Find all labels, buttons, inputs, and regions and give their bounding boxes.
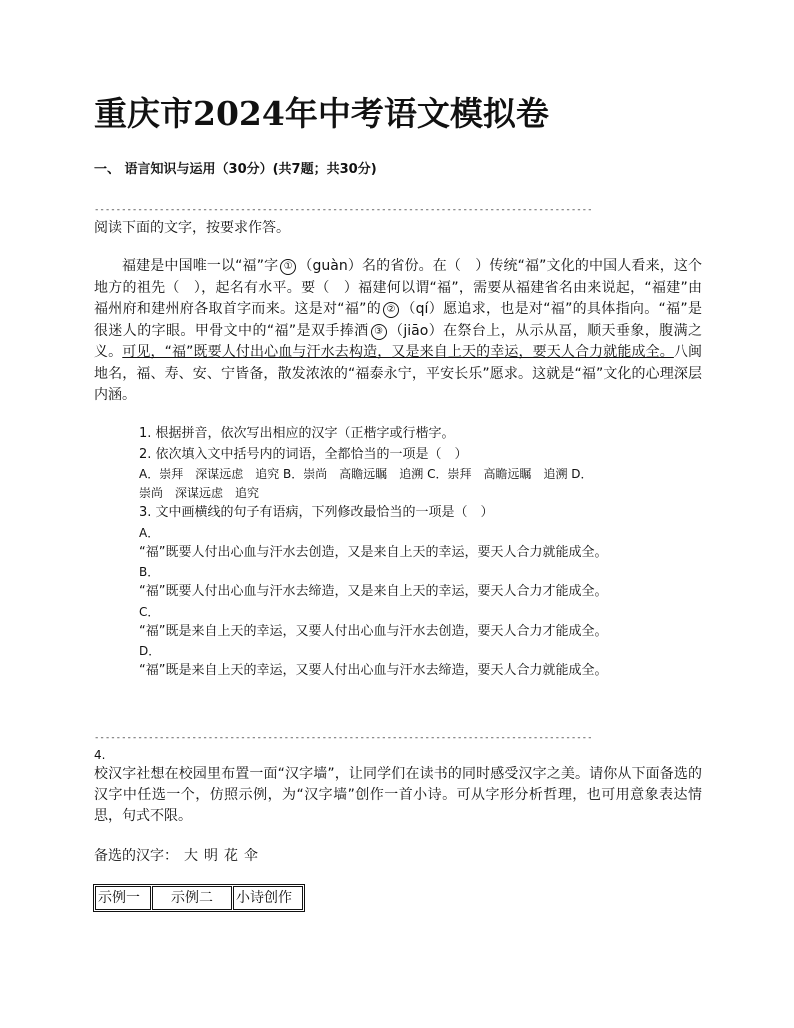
- option-c-label: C．: [139, 604, 160, 619]
- candidate-characters-label: 备选的汉字：: [94, 848, 178, 864]
- question-list: [139, 424, 709, 682]
- table-row: [95, 886, 303, 910]
- passage-text: （qí）愿追求，也是对“福”的具体指向。“福”是很迷人的字眼。甲骨文中的“福”是双手捧酒: [94, 301, 702, 339]
- passage-text: （guàn）名的省份。在（ ）传统“福”文化的中国人看来，这个地方的祖先（ ），起名有水平。要（ ）福建何以谓“福”，需要从福建省名由来说起，“福建”由福州府和建州府各取首字而来。这是对“福”的: [94, 258, 703, 317]
- reading-passage: [94, 256, 702, 407]
- blank-2-number: ②: [383, 302, 399, 318]
- option-b-text: “福”既要人付出心血与汗水去缔造，又是来自上天的幸运，要天人合力才能成全。: [139, 584, 608, 599]
- page-title: 重庆市2024年中考语文模拟卷: [94, 94, 549, 133]
- option-c-text: “福”既是来自上天的幸运，又要人付出心血与汗水去创造，要天人合力才能成全。: [139, 623, 608, 639]
- underlined-sentence: 可见，“福”既要人付出心血与汗水去构造，又是来自上天的幸运，要天人合力就能成全。: [122, 344, 674, 360]
- question-4: [94, 746, 702, 827]
- candidate-char: 伞: [244, 848, 258, 864]
- divider-bottom: --------------------------------------------------------------------------------------------: [94, 733, 593, 743]
- passage-text: （jiāo）在祭台上，从示从畐，顺天垂象，腹满之义。: [94, 322, 702, 360]
- option-a-label: A．: [139, 525, 160, 540]
- blank-2: [381, 299, 401, 321]
- blank-3: [369, 321, 389, 343]
- poem-table: [93, 884, 305, 912]
- table-header-poem: 小诗创作: [233, 886, 303, 910]
- blank-1-number: ①: [280, 259, 296, 275]
- blank-3-number: ③: [371, 324, 387, 340]
- question-4-text: 校汉字社想在校园里布置一面“汉字墙”，让同学们在读书的同时感受汉字之美。请你从下面备选的汉字中任选一个，仿照示例，为“汉字墙”创作一首小诗。可从字形分析哲理，也可用意象表达情思，句式不限。: [94, 766, 702, 824]
- candidate-char: 大: [184, 848, 198, 864]
- table-header-example-2: 示例二: [152, 886, 232, 910]
- question-4-number: 4.: [94, 748, 106, 762]
- option-a-text: “福”既要人付出心血与汗水去创造，又是来自上天的幸运，要天人合力就能成全。: [139, 544, 608, 560]
- question-2-options: A．崇拜 深谋远虑 追究 B．崇尚 高瞻远瞩 追溯 C．崇拜 高瞻远瞩 追溯 D．: [139, 467, 593, 481]
- option-b-label: B．: [139, 565, 160, 579]
- question-2: 2. 依次填入文中括号内的词语，全都恰当的一项是（ ）: [139, 446, 468, 462]
- question-3: 3. 文中画横线的句子有语病，下列修改最恰当的一项是（ ）: [139, 505, 494, 520]
- option-d-label: D．: [139, 644, 161, 658]
- reading-instruction: 阅读下面的文字，按要求作答。: [94, 220, 290, 236]
- table-header-example-1: 示例一: [95, 886, 151, 910]
- divider-top: --------------------------------------------------------------------------------------------: [94, 205, 593, 215]
- passage-text: 八闽地名，福、寿、安、宁皆备，散发浓浓的“福泰永宁，平安长乐”愿求。这就是“福”文化的心理深层内涵。: [94, 344, 703, 403]
- candidate-char: 花: [224, 848, 238, 864]
- blank-1: [278, 256, 298, 278]
- section-heading: 一、 语言知识与运用（30分）(共7题；共30分): [94, 162, 377, 177]
- question-1: 1. 根据拼音，依次写出相应的汉字（正楷字或行楷字。: [139, 426, 455, 441]
- candidate-char: 明: [204, 848, 218, 864]
- candidate-characters: [94, 846, 258, 866]
- question-2-options-cont: 崇尚 深谋远虑 追究: [139, 486, 260, 500]
- option-d-text: “福”既是来自上天的幸运，又要人付出心血与汗水去缔造，要天人合力就能成全。: [139, 663, 608, 678]
- passage-text: 福建是中国唯一以“福”字: [122, 258, 279, 274]
